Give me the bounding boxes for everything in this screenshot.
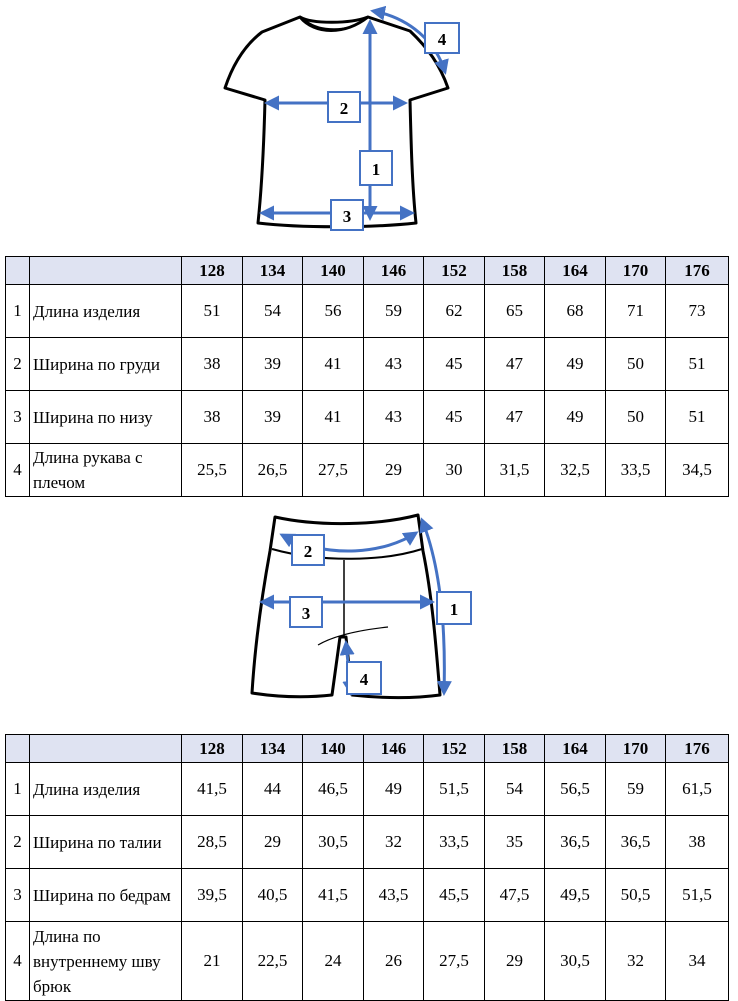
table-cell: 73 <box>666 285 729 338</box>
table-cell: 51 <box>666 391 729 444</box>
table-cell: 54 <box>243 285 303 338</box>
size-header: 176 <box>666 257 729 285</box>
table-header-row <box>6 735 729 763</box>
size-header: 158 <box>485 257 545 285</box>
size-header: 140 <box>303 735 364 763</box>
table-cell: 59 <box>606 763 666 816</box>
shorts-marker-1 <box>437 592 471 624</box>
table-cell: 26,5 <box>243 444 303 497</box>
svg-text:2: 2 <box>303 542 313 561</box>
table-cell: 33,5 <box>424 816 485 869</box>
row-number: 2 <box>6 338 30 391</box>
svg-text:1: 1 <box>449 600 459 619</box>
table-cell: 28,5 <box>182 816 243 869</box>
tshirt-marker-1 <box>360 151 392 185</box>
svg-text:4: 4 <box>437 30 447 49</box>
size-header: 158 <box>485 735 545 763</box>
table-row <box>6 444 729 497</box>
table-cell: 44 <box>243 763 303 816</box>
table-cell: 35 <box>485 816 545 869</box>
table-cell: 31,5 <box>485 444 545 497</box>
table-cell: 27,5 <box>303 444 364 497</box>
table-row <box>6 922 729 1001</box>
row-label: Длина изделия <box>30 763 182 816</box>
table-cell: 26 <box>364 922 424 1001</box>
table-cell: 32,5 <box>545 444 606 497</box>
table-cell: 38 <box>182 391 243 444</box>
size-header: 146 <box>364 257 424 285</box>
tshirt-marker-4 <box>425 23 459 53</box>
row-number: 3 <box>6 391 30 444</box>
table-cell: 36,5 <box>606 816 666 869</box>
size-header: 128 <box>182 735 243 763</box>
shorts-diagram <box>0 505 738 715</box>
svg-text:1: 1 <box>371 160 381 179</box>
table-cell: 30 <box>424 444 485 497</box>
shorts-illustration <box>0 505 738 715</box>
table-cell: 61,5 <box>666 763 729 816</box>
table-cell: 41 <box>303 391 364 444</box>
table-row <box>6 338 729 391</box>
table-cell: 45,5 <box>424 869 485 922</box>
table-cell: 38 <box>666 816 729 869</box>
size-header: 170 <box>606 735 666 763</box>
table-cell: 49 <box>545 338 606 391</box>
table-cell: 51 <box>182 285 243 338</box>
tshirt-illustration <box>0 0 738 250</box>
table-cell: 41 <box>303 338 364 391</box>
table-cell: 51 <box>666 338 729 391</box>
size-header: 140 <box>303 257 364 285</box>
table-cell: 22,5 <box>243 922 303 1001</box>
table-cell: 54 <box>485 763 545 816</box>
table-cell: 21 <box>182 922 243 1001</box>
table-cell: 43,5 <box>364 869 424 922</box>
row-number: 2 <box>6 816 30 869</box>
table-cell: 51,5 <box>424 763 485 816</box>
size-header: 128 <box>182 257 243 285</box>
table-cell: 45 <box>424 338 485 391</box>
table-cell: 49 <box>545 391 606 444</box>
tshirt-size-table <box>5 256 729 497</box>
row-number: 1 <box>6 285 30 338</box>
size-header: 152 <box>424 257 485 285</box>
svg-text:2: 2 <box>339 99 349 118</box>
size-header: 176 <box>666 735 729 763</box>
table-cell: 50 <box>606 391 666 444</box>
row-label: Длина изделия <box>30 285 182 338</box>
tshirt-marker-3 <box>331 200 363 230</box>
table-cell: 47,5 <box>485 869 545 922</box>
table-cell: 45 <box>424 391 485 444</box>
row-number: 3 <box>6 869 30 922</box>
table-cell: 30,5 <box>303 816 364 869</box>
table-row <box>6 816 729 869</box>
row-number: 4 <box>6 444 30 497</box>
tshirt-diagram <box>0 0 738 250</box>
row-label: Ширина по талии <box>30 816 182 869</box>
row-label: Длина рукава с плечом <box>30 444 182 497</box>
table-cell: 46,5 <box>303 763 364 816</box>
table-cell: 50,5 <box>606 869 666 922</box>
header-cell-blank <box>30 257 182 285</box>
row-label: Длина по внутреннему шву брюк <box>30 922 182 1001</box>
table-cell: 29 <box>243 816 303 869</box>
shorts-marker-4 <box>347 662 381 694</box>
svg-text:4: 4 <box>359 670 369 689</box>
table-cell: 68 <box>545 285 606 338</box>
table-cell: 34 <box>666 922 729 1001</box>
table-cell: 47 <box>485 391 545 444</box>
shorts-size-table <box>5 734 729 1001</box>
size-header: 164 <box>545 257 606 285</box>
table-cell: 50 <box>606 338 666 391</box>
header-cell-blank <box>6 735 30 763</box>
table-cell: 49,5 <box>545 869 606 922</box>
table-row <box>6 391 729 444</box>
table-cell: 71 <box>606 285 666 338</box>
row-label: Ширина по низу <box>30 391 182 444</box>
size-header: 146 <box>364 735 424 763</box>
table-cell: 41,5 <box>182 763 243 816</box>
shorts-marker-3 <box>290 597 322 627</box>
table-cell: 34,5 <box>666 444 729 497</box>
size-header: 134 <box>243 257 303 285</box>
table-cell: 40,5 <box>243 869 303 922</box>
table-cell: 25,5 <box>182 444 243 497</box>
table-cell: 51,5 <box>666 869 729 922</box>
row-number: 4 <box>6 922 30 1001</box>
table-cell: 62 <box>424 285 485 338</box>
table-row <box>6 763 729 816</box>
table-cell: 36,5 <box>545 816 606 869</box>
row-number: 1 <box>6 763 30 816</box>
table-cell: 39,5 <box>182 869 243 922</box>
table-header-row <box>6 257 729 285</box>
header-cell-blank <box>30 735 182 763</box>
size-header: 164 <box>545 735 606 763</box>
table-cell: 39 <box>243 338 303 391</box>
table-cell: 56 <box>303 285 364 338</box>
table-cell: 56,5 <box>545 763 606 816</box>
shorts-marker-2 <box>292 535 324 565</box>
table-cell: 38 <box>182 338 243 391</box>
table-cell: 32 <box>364 816 424 869</box>
size-header: 134 <box>243 735 303 763</box>
table-row <box>6 285 729 338</box>
table-cell: 29 <box>485 922 545 1001</box>
table-cell: 49 <box>364 763 424 816</box>
table-cell: 47 <box>485 338 545 391</box>
table-cell: 43 <box>364 391 424 444</box>
table-cell: 33,5 <box>606 444 666 497</box>
tshirt-marker-2 <box>328 92 360 122</box>
size-header: 152 <box>424 735 485 763</box>
table-cell: 65 <box>485 285 545 338</box>
table-cell: 59 <box>364 285 424 338</box>
table-cell: 41,5 <box>303 869 364 922</box>
size-header: 170 <box>606 257 666 285</box>
header-cell-blank <box>6 257 30 285</box>
table-cell: 39 <box>243 391 303 444</box>
table-cell: 29 <box>364 444 424 497</box>
table-cell: 24 <box>303 922 364 1001</box>
row-label: Ширина по бедрам <box>30 869 182 922</box>
svg-text:3: 3 <box>301 604 311 623</box>
table-cell: 43 <box>364 338 424 391</box>
table-cell: 32 <box>606 922 666 1001</box>
row-label: Ширина по груди <box>30 338 182 391</box>
table-row <box>6 869 729 922</box>
table-cell: 27,5 <box>424 922 485 1001</box>
svg-text:3: 3 <box>342 207 352 226</box>
table-cell: 30,5 <box>545 922 606 1001</box>
